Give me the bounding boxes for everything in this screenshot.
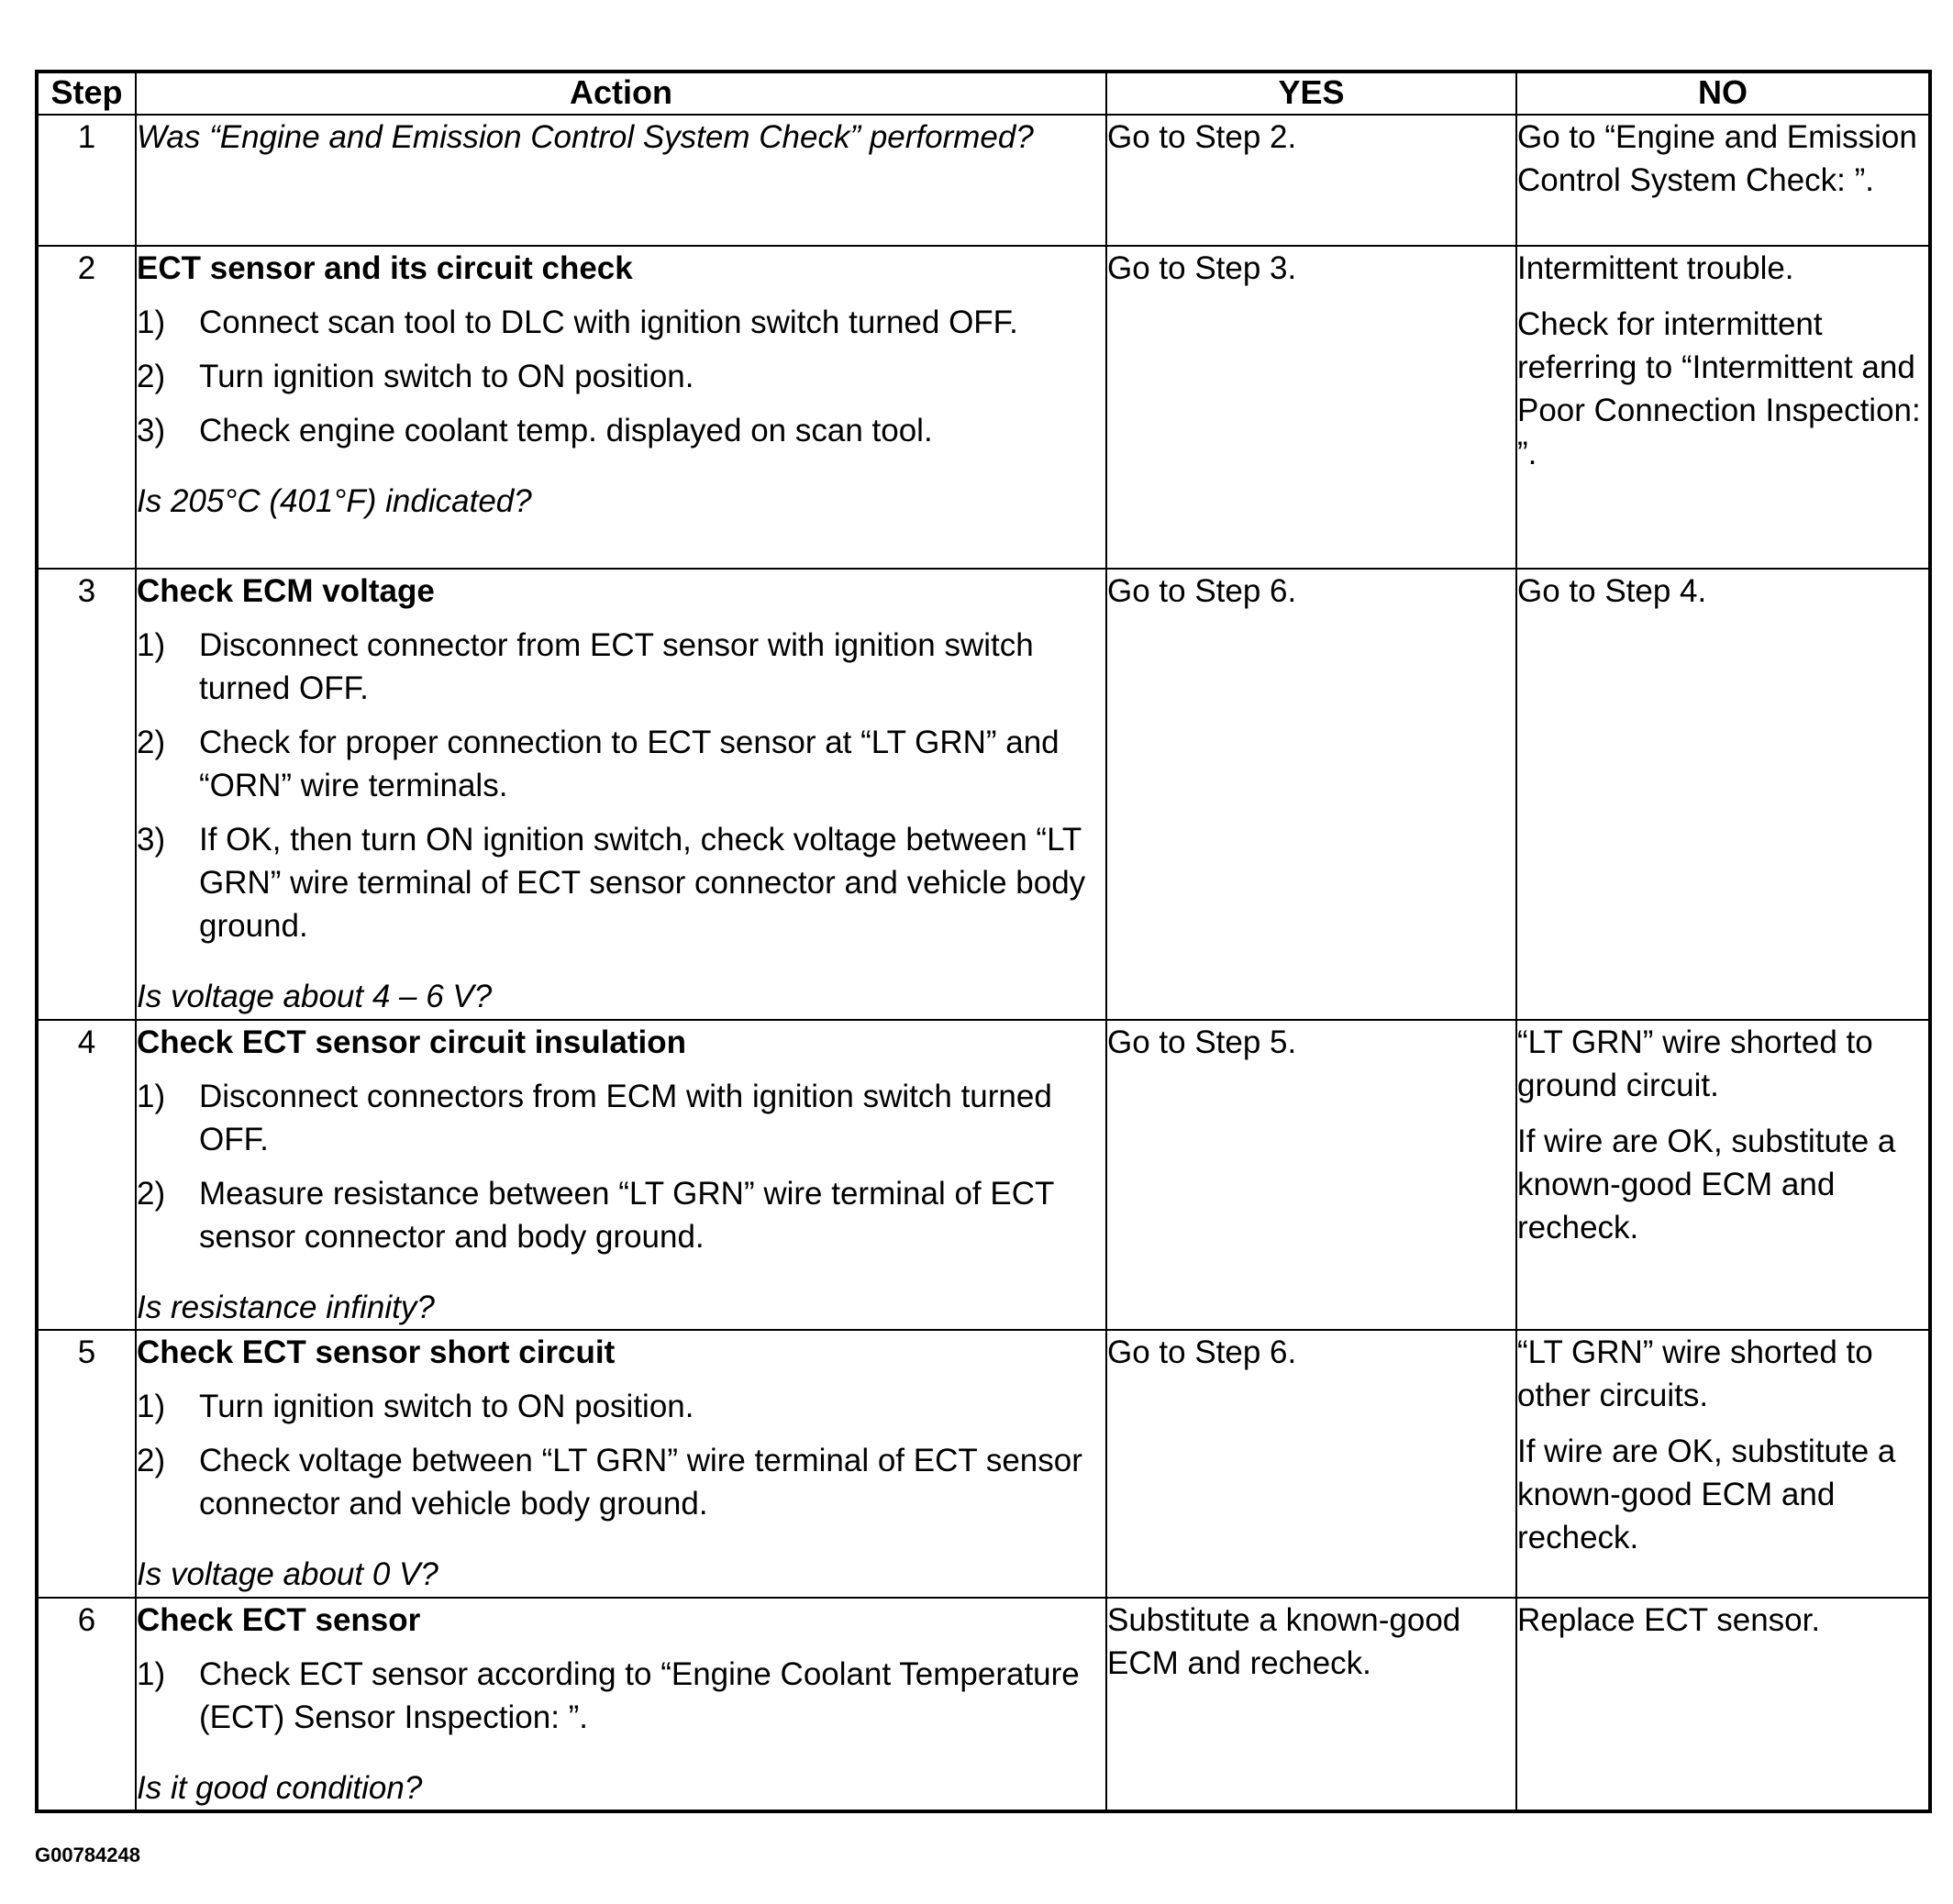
table-row (37, 246, 1930, 569)
action-question: Is resistance infinity? (137, 1290, 435, 1325)
substep-num: 2) (137, 725, 166, 760)
yes-cell: Go to Step 6. (1106, 1330, 1516, 1598)
header-action: Action (136, 72, 1106, 115)
substep-text: Check voltage between “LT GRN” wire terminal of ECT sensor connector and vehicle body ground. (199, 1443, 1082, 1522)
list-item (137, 355, 1105, 398)
step-number: 1 (37, 115, 136, 246)
header-no: NO (1516, 72, 1930, 115)
no-text: Go to “Engine and Emission Control System Check: ”. (1517, 119, 1917, 198)
list-item (137, 1653, 1105, 1739)
step-number: 2 (37, 246, 136, 569)
substep-list (137, 1385, 1105, 1525)
no-text: Go to Step 4. (1517, 573, 1707, 609)
no-text: If wire are OK, substitute a known-good ECM and recheck. (1517, 1124, 1896, 1245)
figure-id: G00784248 (35, 1843, 140, 1866)
action-question: Is voltage about 0 V? (137, 1556, 438, 1592)
substep-text: Turn ignition switch to ON position. (199, 1389, 694, 1424)
action-cell (136, 1330, 1106, 1598)
list-item (137, 624, 1105, 710)
substep-num: 2) (137, 1443, 166, 1478)
no-cell (1516, 1020, 1930, 1330)
list-item (137, 1172, 1105, 1258)
action-title: Check ECM voltage (137, 573, 435, 609)
action-title: Check ECT sensor circuit insulation (137, 1024, 687, 1060)
action-question: Is 205°C (401°F) indicated? (137, 483, 532, 519)
header-step: Step (37, 72, 136, 115)
no-cell (1516, 1598, 1930, 1811)
action-question: Was “Engine and Emission Control System Check” performed? (137, 119, 1034, 155)
substep-text: Turn ignition switch to ON position. (199, 359, 694, 394)
substep-num: 1) (137, 1656, 166, 1692)
substep-num: 3) (137, 413, 166, 448)
substep-text: Connect scan tool to DLC with ignition switch turned OFF. (199, 304, 1018, 340)
step-number: 6 (37, 1598, 136, 1811)
no-text: Intermittent trouble. (1517, 250, 1794, 286)
substep-num: 2) (137, 359, 166, 394)
substep-num: 1) (137, 627, 166, 663)
substep-list (137, 624, 1105, 947)
substep-num: 3) (137, 822, 166, 858)
substep-text: Check engine coolant temp. displayed on scan tool. (199, 413, 933, 448)
substep-num: 2) (137, 1176, 166, 1212)
substep-text: Disconnect connectors from ECM with ignition switch turned OFF. (199, 1079, 1052, 1157)
list-item (137, 409, 1105, 452)
yes-cell: Go to Step 6. (1106, 569, 1516, 1020)
step-number: 5 (37, 1330, 136, 1598)
action-question: Is voltage about 4 – 6 V? (137, 979, 493, 1014)
substep-num: 1) (137, 1389, 166, 1424)
list-item (137, 818, 1105, 947)
list-item (137, 721, 1105, 807)
yes-cell: Substitute a known-good ECM and recheck. (1106, 1598, 1516, 1811)
action-cell (136, 1598, 1106, 1811)
no-text: “LT GRN” wire shorted to ground circuit. (1517, 1024, 1873, 1103)
table-row (37, 1330, 1930, 1598)
no-cell (1516, 1330, 1930, 1598)
action-cell (136, 1020, 1106, 1330)
substep-num: 1) (137, 1079, 166, 1114)
list-item (137, 1385, 1105, 1428)
step-number: 3 (37, 569, 136, 1020)
no-text: Check for intermittent referring to “Intermittent and Poor Connection Inspection: ”. (1517, 306, 1921, 471)
diagnostic-table (35, 70, 1932, 1813)
no-text: If wire are OK, substitute a known-good ECM and recheck. (1517, 1434, 1896, 1555)
substep-list (137, 301, 1105, 452)
substep-text: Check for proper connection to ECT sensor at “LT GRN” and “ORN” wire terminals. (199, 725, 1060, 803)
action-title: Check ECT sensor (137, 1602, 421, 1638)
header-yes: YES (1106, 72, 1516, 115)
list-item (137, 1075, 1105, 1161)
action-title: Check ECT sensor short circuit (137, 1334, 616, 1370)
table-row (37, 1020, 1930, 1330)
no-text: Replace ECT sensor. (1517, 1602, 1821, 1638)
yes-cell: Go to Step 2. (1106, 115, 1516, 246)
table-header-row (37, 72, 1930, 115)
substep-text: Measure resistance between “LT GRN” wire terminal of ECT sensor connector and body ground. (199, 1176, 1054, 1255)
substep-list (137, 1075, 1105, 1258)
substep-num: 1) (137, 304, 166, 340)
action-cell (136, 246, 1106, 569)
action-title: ECT sensor and its circuit check (137, 250, 633, 286)
step-number: 4 (37, 1020, 136, 1330)
table-row (37, 1598, 1930, 1811)
yes-cell: Go to Step 3. (1106, 246, 1516, 569)
substep-list (137, 1653, 1105, 1739)
action-cell (136, 115, 1106, 246)
action-question: Is it good condition? (137, 1770, 423, 1806)
table-row (37, 569, 1930, 1020)
list-item (137, 301, 1105, 344)
substep-text: If OK, then turn ON ignition switch, check voltage between “LT GRN” wire terminal of ECT sensor connector and vehicle body ground. (199, 822, 1086, 944)
action-cell (136, 569, 1106, 1020)
no-cell (1516, 246, 1930, 569)
no-cell (1516, 569, 1930, 1020)
list-item (137, 1439, 1105, 1525)
yes-cell: Go to Step 5. (1106, 1020, 1516, 1330)
no-cell (1516, 115, 1930, 246)
no-text: “LT GRN” wire shorted to other circuits. (1517, 1334, 1873, 1413)
substep-text: Check ECT sensor according to “Engine Coolant Temperature (ECT) Sensor Inspection: ”. (199, 1656, 1080, 1735)
table-row (37, 115, 1930, 246)
substep-text: Disconnect connector from ECT sensor with ignition switch turned OFF. (199, 627, 1034, 706)
